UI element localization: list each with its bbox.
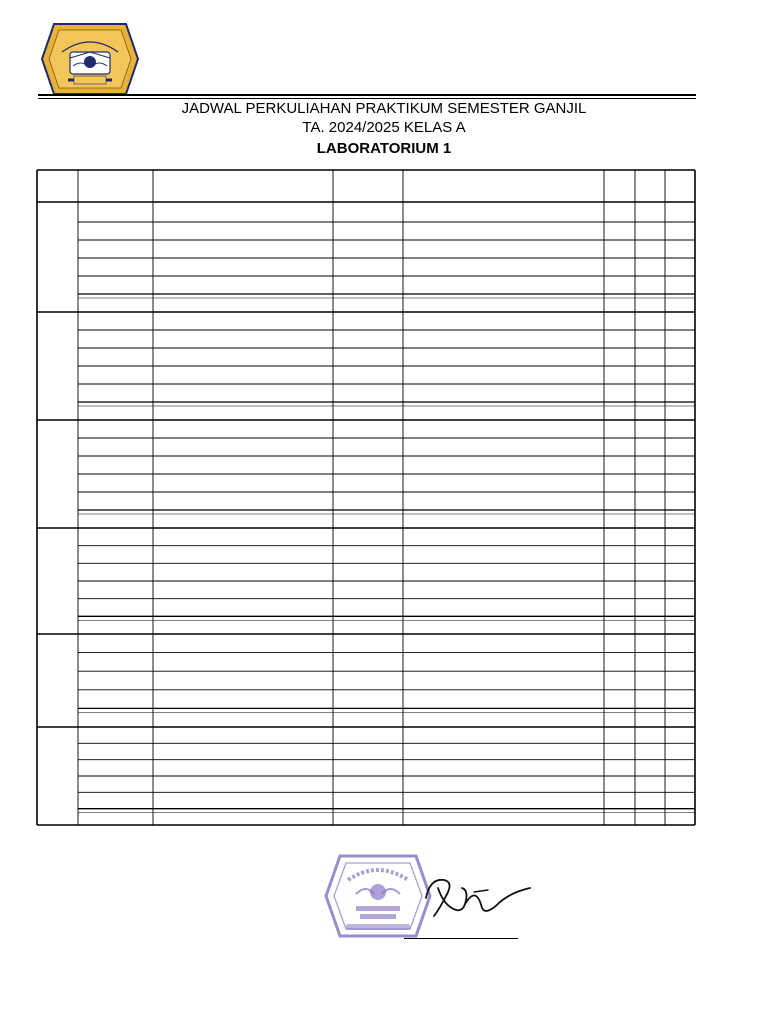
laboratory-name: LABORATORIUM 1 — [316, 140, 452, 157]
signature-line — [404, 938, 518, 939]
academic-year-class: TA. 2024/2025 KELAS A — [302, 119, 466, 136]
document-title: JADWAL PERKULIAHAN PRAKTIKUM SEMESTER GANJIL — [181, 100, 587, 117]
signature — [404, 866, 536, 926]
